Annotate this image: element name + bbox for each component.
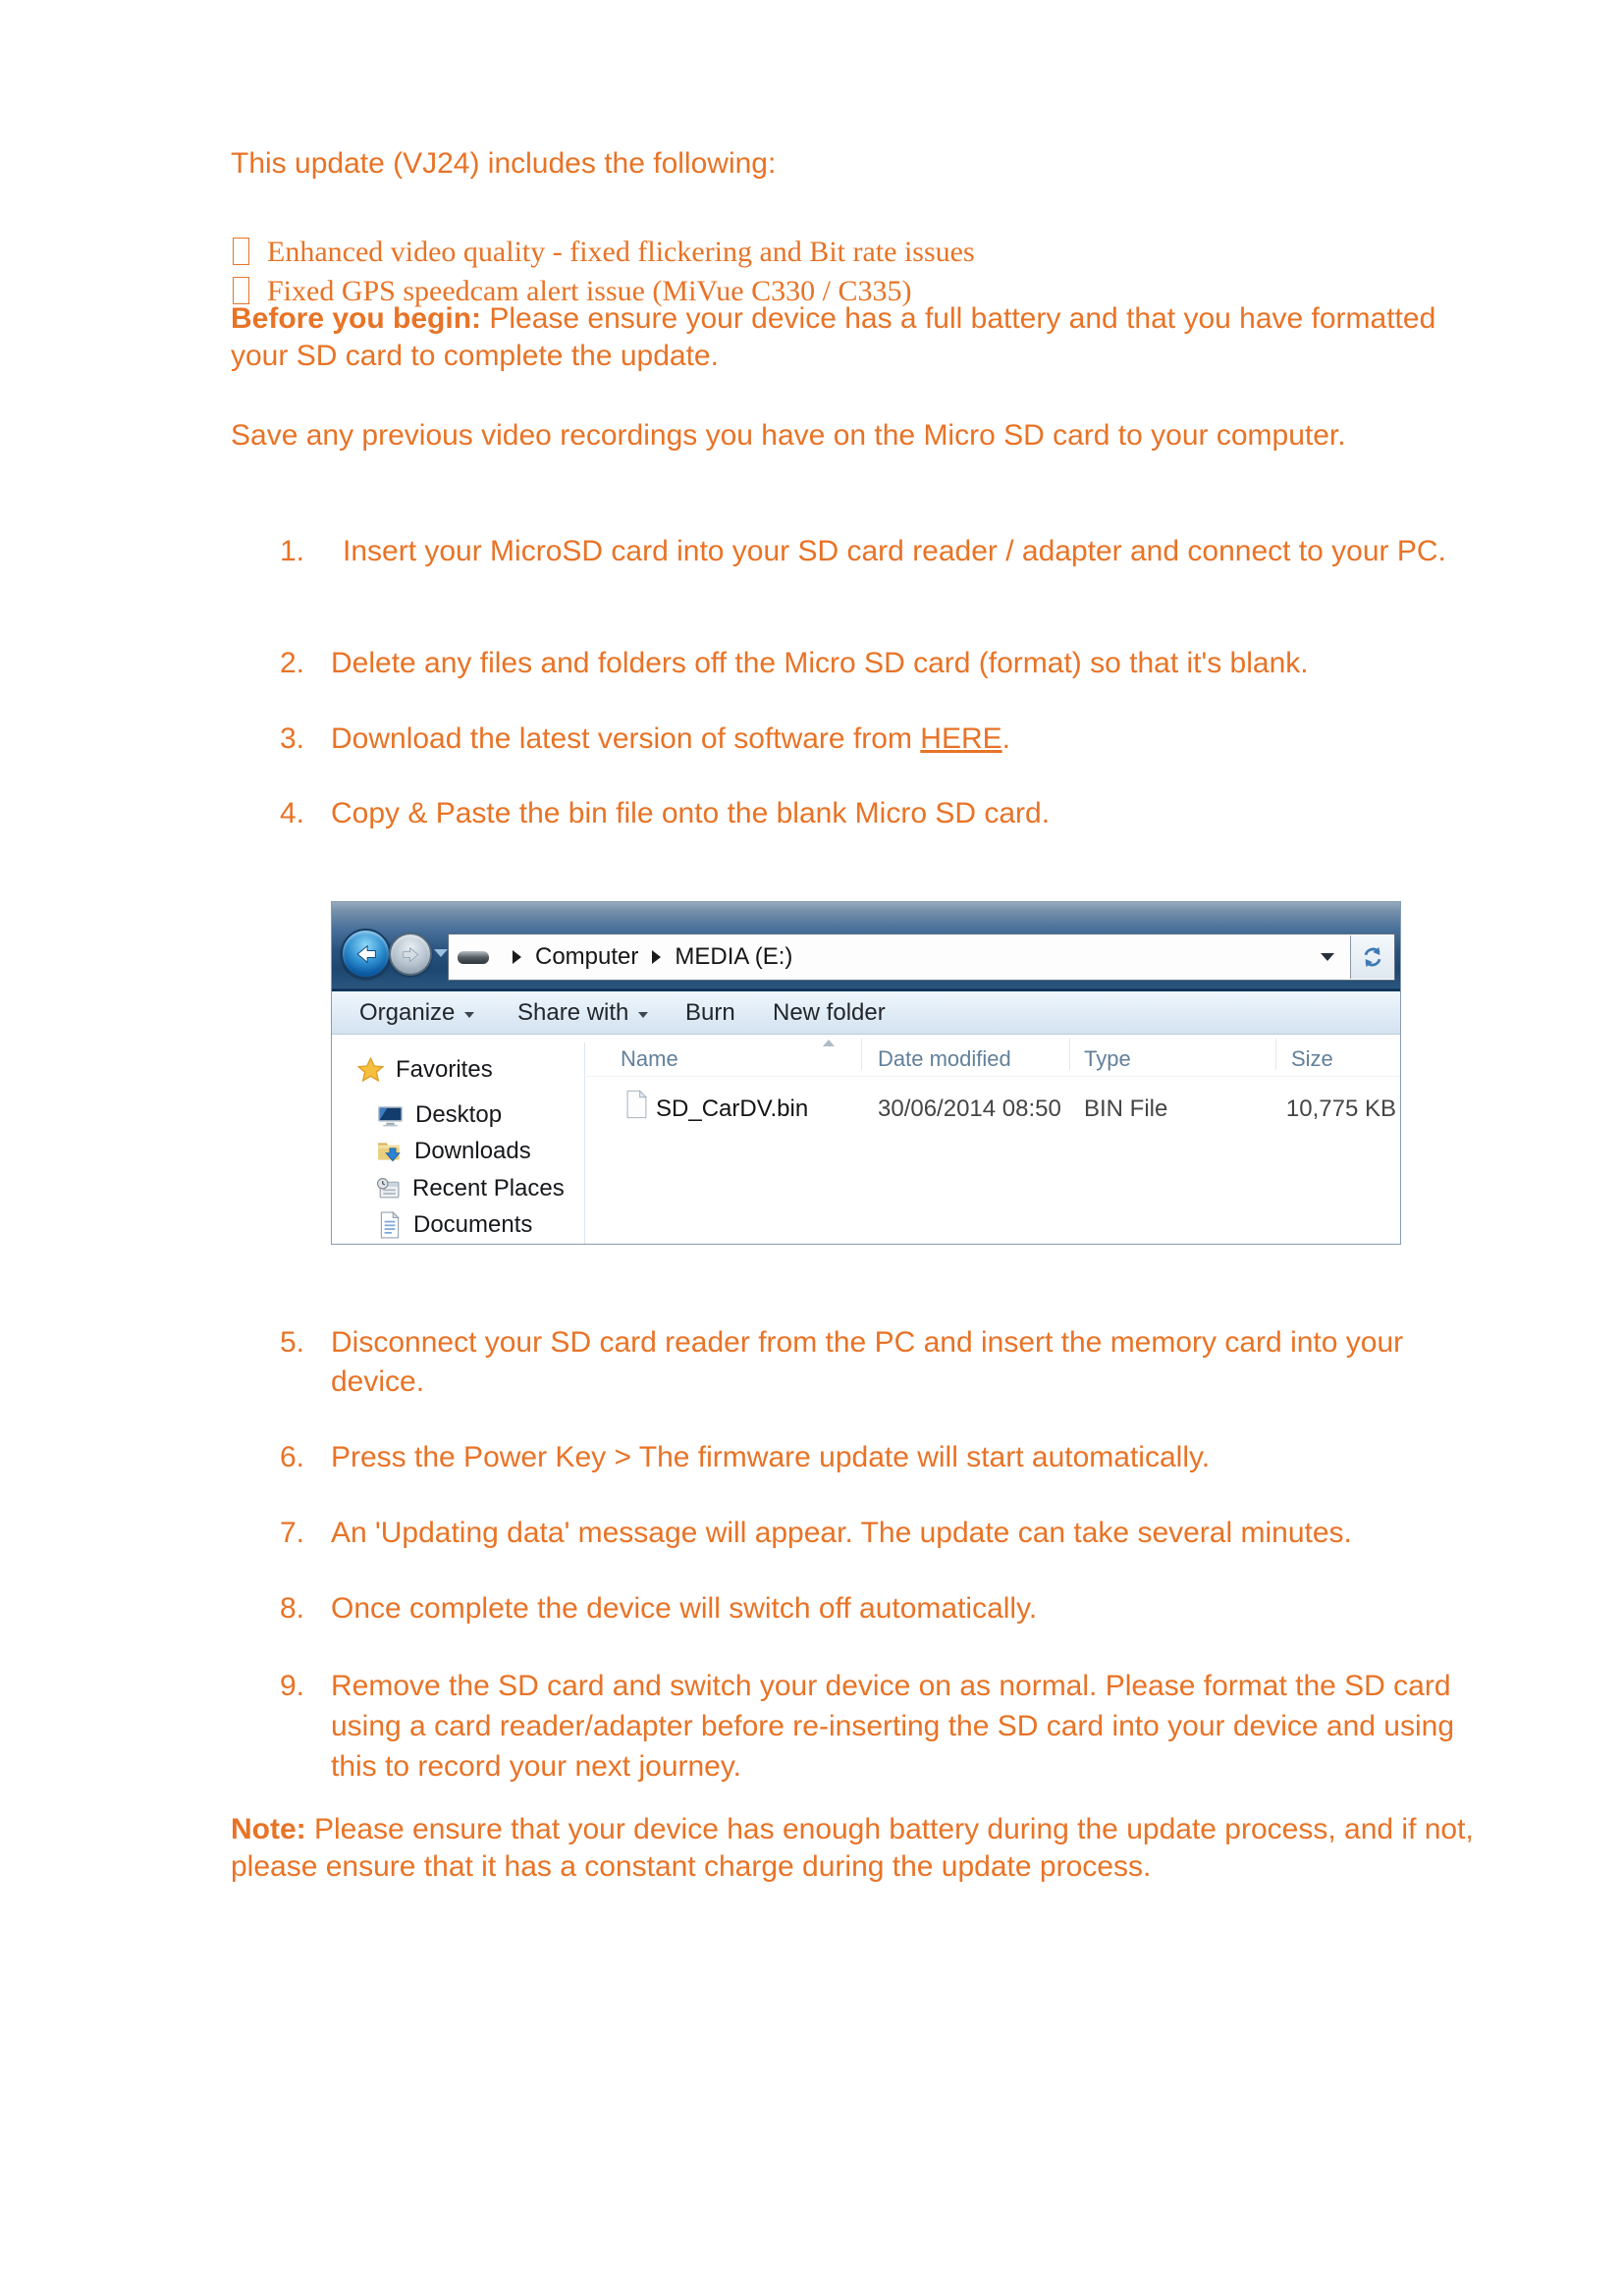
missing-glyph-box-icon: [233, 238, 249, 265]
breadcrumb-media-e: MEDIA (E:): [675, 943, 793, 970]
sidebar-item-label: Recent Places: [412, 1175, 565, 1201]
note-text: Please ensure that your device has enough battery during the update process, and if not, please ensure that it has a constant charge during the update process.: [231, 1813, 1474, 1883]
step-text: Delete any files and folders off the Micro SD card (format) so that it's blank.: [331, 647, 1309, 679]
sidebar-item-label: Favorites: [396, 1056, 493, 1083]
step3-suffix: .: [1001, 722, 1010, 755]
step-text: Copy & Paste the bin file onto the blank Micro SD card.: [331, 797, 1051, 829]
step-number: 2.: [280, 647, 305, 679]
file-date-modified: 30/06/2014 08:50: [878, 1095, 1061, 1122]
column-header-size: Size: [1291, 1046, 1333, 1071]
drive-icon: [458, 951, 489, 964]
breadcrumb-computer: Computer: [535, 943, 639, 970]
step-text: Once complete the device will switch off automatically.: [331, 1592, 1038, 1625]
new-folder-button: New folder: [773, 999, 886, 1026]
forward-button-disabled: [389, 933, 432, 976]
step-number: 5.: [280, 1326, 305, 1359]
step-item-5: [280, 1323, 1494, 1402]
chevron-down-icon: [638, 1012, 648, 1018]
step-item-8: [280, 1589, 1037, 1629]
sidebar-item-favorites: [357, 1056, 493, 1084]
page-title: This update (VJ24) includes the following:: [231, 147, 777, 180]
address-dropdown-icon: [1321, 953, 1334, 961]
sidebar-item-desktop: [377, 1101, 502, 1129]
explorer-toolbar: [332, 991, 1400, 1035]
step-item-9: [280, 1666, 1494, 1787]
header-underline: [584, 1076, 1400, 1077]
step-number: 8.: [280, 1592, 305, 1625]
organize-button: Organize: [359, 999, 474, 1027]
step-text: Press the Power Key > The firmware update will start automatically.: [331, 1441, 1211, 1473]
step-item-1: [280, 532, 1446, 571]
step-text: [331, 720, 1010, 759]
step-number: 3.: [280, 722, 305, 755]
favorites-star-icon: [357, 1057, 384, 1084]
sidebar-item-label: Downloads: [414, 1138, 531, 1164]
file-size: 10,775 KB: [1285, 1095, 1396, 1122]
file-icon: [625, 1090, 648, 1124]
refresh-icon: [1360, 944, 1385, 970]
step-text: Insert your MicroSD card into your SD card reader / adapter and connect to your PC.: [343, 535, 1446, 567]
note-paragraph: [231, 1811, 1502, 1886]
breadcrumb-arrow-icon: [513, 950, 521, 964]
sidebar-item-downloads: [377, 1138, 531, 1165]
sidebar-item-recent-places: [376, 1175, 565, 1202]
file-type: BIN File: [1084, 1095, 1168, 1122]
forward-arrow-icon: [400, 943, 422, 966]
documents-icon: [378, 1211, 402, 1239]
refresh-button: [1351, 935, 1394, 979]
recent-places-icon: [376, 1177, 401, 1201]
step-text: An 'Updating data' message will appear. The update can take several minutes.: [331, 1517, 1352, 1549]
step-number: 1.: [280, 535, 305, 567]
sidebar-item-documents: [378, 1211, 532, 1239]
bullet-text: Enhanced video quality - fixed flickering and Bit rate issues: [267, 236, 975, 268]
column-header-date-modified: Date modified: [878, 1046, 1011, 1071]
back-button: [341, 929, 391, 979]
column-divider: [1275, 1039, 1276, 1070]
bullet-line: [233, 236, 975, 269]
column-header-type: Type: [1084, 1046, 1131, 1071]
sidebar-divider: [584, 1042, 585, 1244]
bullet-text: Fixed GPS speedcam alert issue (MiVue C330 / C335): [267, 275, 912, 307]
step-item-3: [280, 720, 1010, 759]
address-bar: [448, 934, 1395, 981]
step-text: Disconnect your SD card reader from the PC and insert the memory card into your device.: [331, 1326, 1404, 1398]
before-you-begin-text: Please ensure your device has a full battery and that you have formatted your SD card to complete the update.: [231, 302, 1436, 372]
explorer-screenshot: [331, 901, 1401, 1245]
breadcrumb-arrow-icon: [652, 950, 661, 964]
explorer-titlebar: [332, 902, 1400, 991]
back-arrow-icon: [352, 940, 380, 968]
here-link[interactable]: HERE: [920, 722, 1002, 755]
step3-prefix: Download the latest version of software from: [331, 722, 921, 755]
burn-button: Burn: [685, 999, 735, 1026]
explorer-content: [332, 1035, 1400, 1244]
note-label: Note:: [231, 1813, 306, 1845]
step-item-4: [280, 794, 1050, 833]
step-text: Remove the SD card and switch your device on as normal. Please format the SD card using a card reader/adapter before re-inserting the SD card into your device and using this to record your next journey.: [331, 1670, 1454, 1783]
desktop-icon: [377, 1104, 404, 1127]
recent-pages-chevron-icon: [434, 949, 448, 957]
step-number: 9.: [280, 1670, 305, 1702]
column-header-name: Name: [621, 1046, 678, 1071]
before-you-begin-paragraph: [231, 300, 1458, 375]
column-divider: [861, 1039, 862, 1070]
sidebar-item-label: Desktop: [415, 1101, 503, 1128]
before-you-begin-label: Before you begin:: [231, 302, 482, 335]
step-number: 4.: [280, 797, 305, 829]
sort-ascending-icon: [823, 1040, 835, 1046]
save-recordings-line: Save any previous video recordings you have on the Micro SD card to your computer.: [231, 419, 1346, 452]
step-item-6: [280, 1438, 1210, 1477]
share-with-button: Share with: [517, 999, 648, 1027]
step-number: 6.: [280, 1441, 305, 1473]
file-name: SD_CarDV.bin: [656, 1095, 809, 1122]
column-divider: [1069, 1039, 1070, 1070]
sidebar-item-label: Documents: [413, 1211, 533, 1238]
step-item-7: [280, 1514, 1352, 1553]
downloads-folder-icon: [377, 1139, 403, 1164]
step-number: 7.: [280, 1517, 305, 1549]
chevron-down-icon: [464, 1012, 474, 1018]
step-item-2: [280, 644, 1309, 683]
